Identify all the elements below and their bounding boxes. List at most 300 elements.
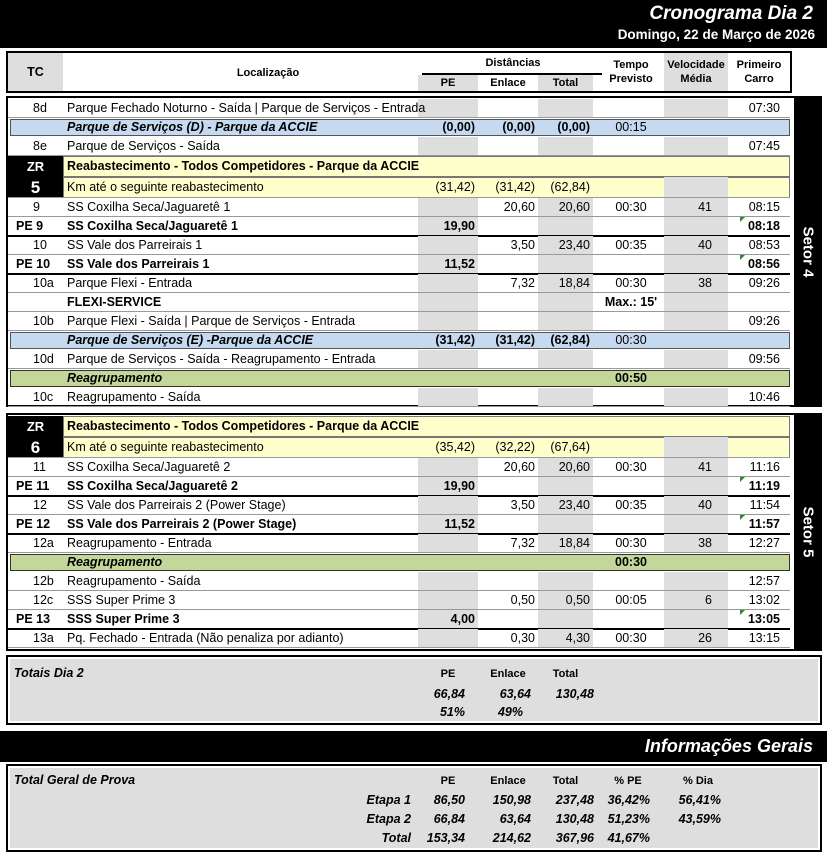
cell-localizacao: Reagrupamento [67, 371, 163, 385]
cell-primeiro-carro: 12:57 [748, 574, 780, 588]
cell-velocidade: 41 [698, 200, 712, 214]
cell-pe [418, 236, 475, 255]
cell-total [538, 610, 590, 629]
totals-total-header: Total [552, 668, 579, 680]
info-row-enlace: 63,64 [499, 812, 531, 826]
cell-total [538, 217, 590, 236]
cell-primeiro-carro: 08:18 [748, 219, 780, 233]
cell-total [538, 312, 590, 331]
cell-enlace [478, 477, 535, 496]
cell-total: (67,64) [550, 440, 590, 454]
cell-primeiro-carro [728, 331, 780, 350]
cell-tempo [598, 217, 664, 236]
cell-velocidade: 6 [705, 593, 712, 607]
table-row [8, 177, 794, 198]
cell-enlace: 0,30 [510, 631, 535, 645]
cell-velocidade [664, 572, 712, 591]
cell-total: (0,00) [557, 120, 590, 134]
totals-pe-percent: 51% [439, 705, 465, 719]
info-row-name: Etapa 1 [366, 793, 411, 807]
cell-tc: 11 [33, 460, 46, 474]
cell-pe [418, 591, 475, 610]
cell-total [538, 255, 590, 274]
cell-velocidade: 26 [698, 631, 712, 645]
cell-pe [418, 274, 475, 293]
cell-localizacao: SS Vale dos Parreirais 1 [67, 257, 210, 271]
cell-total: 0,50 [565, 593, 590, 607]
cell-enlace: 0,50 [510, 593, 535, 607]
cell-velocidade [664, 156, 712, 175]
table-row [8, 458, 794, 477]
cell-primeiro-carro [728, 437, 780, 456]
cell-tempo: 00:30 [615, 460, 647, 474]
cell-localizacao: Km até o seguinte reabastecimento [67, 180, 264, 194]
info-row-pe: 86,50 [433, 793, 465, 807]
info-row-total: 130,48 [555, 812, 594, 826]
cell-tc: 9 [33, 200, 40, 214]
totals-enlace-percent: 49% [497, 705, 523, 719]
cell-velocidade: 38 [698, 536, 712, 550]
sector-5-table [6, 413, 822, 651]
cell-enlace: (31,42) [495, 180, 535, 194]
sector-4-table [6, 96, 822, 407]
cell-tempo [598, 177, 664, 196]
cell-total [538, 477, 590, 496]
cell-localizacao: SS Vale dos Parreirais 1 [67, 238, 203, 252]
totals-pe: 66,84 [433, 687, 465, 701]
cell-enlace: 7,32 [510, 536, 535, 550]
cell-enlace [478, 610, 535, 629]
table-row [8, 610, 794, 629]
cell-primeiro-carro: 08:53 [748, 238, 780, 252]
info-label: Total Geral de Prova [14, 773, 136, 787]
cell-tc: 12b [33, 574, 54, 588]
cell-localizacao: Parque de Serviços - Saída [67, 139, 220, 153]
cell-enlace [478, 99, 535, 118]
refuel-number: 6 [8, 437, 63, 458]
info-row-enlace: 214,62 [492, 831, 531, 845]
cell-total [538, 553, 590, 572]
totals-day-2 [6, 655, 822, 725]
cell-total [538, 369, 590, 388]
cell-enlace [478, 572, 535, 591]
cell-localizacao: SS Coxilha Seca/Jaguaretê 1 [67, 200, 231, 214]
cell-enlace: (32,22) [495, 440, 535, 454]
info-row-pctpe: 36,42% [607, 793, 650, 807]
cell-localizacao: Parque de Serviços (E) -Parque da ACCIE [67, 333, 314, 347]
flag-marker-icon [740, 610, 745, 615]
cell-pe [418, 99, 475, 118]
cell-tempo [598, 437, 664, 456]
table-row [8, 312, 794, 331]
cell-pe: 4,00 [450, 612, 475, 626]
cell-tempo: 00:30 [615, 555, 647, 569]
cell-localizacao: SS Vale dos Parreirais 2 (Power Stage) [67, 498, 286, 512]
cell-localizacao: Km até o seguinte reabastecimento [67, 440, 264, 454]
info-pctdia-header: % Dia [683, 775, 713, 787]
cell-total [538, 293, 590, 312]
cell-localizacao: Parque Flexi - Entrada [67, 276, 193, 290]
cell-enlace: 20,60 [503, 200, 535, 214]
cell-tc: 10a [33, 276, 54, 290]
refuel-tc: ZR [8, 416, 63, 437]
col-carro-2: Carro [744, 73, 774, 85]
cell-velocidade [664, 610, 712, 629]
cell-primeiro-carro: 09:56 [748, 352, 780, 366]
table-row [8, 496, 794, 515]
table-row [8, 99, 794, 118]
cell-tempo: 00:15 [615, 120, 647, 134]
cell-pe [418, 553, 475, 572]
cell-primeiro-carro: 11:54 [749, 498, 780, 512]
cell-localizacao: Reabastecimento - Todos Competidores - Parque da ACCIE [67, 419, 420, 433]
cell-primeiro-carro: 08:56 [748, 257, 780, 271]
cell-velocidade [664, 553, 712, 572]
table-row [8, 437, 794, 458]
cell-enlace: 3,50 [510, 498, 535, 512]
cell-tempo: 00:30 [615, 276, 647, 290]
refuel-number: 5 [8, 177, 63, 198]
info-pe-header: PE [440, 775, 456, 787]
cell-velocidade [664, 350, 712, 369]
cell-velocidade: 38 [698, 276, 712, 290]
cell-velocidade [664, 437, 712, 456]
col-distancias: Distâncias [485, 57, 541, 69]
cell-tc: PE 11 [16, 479, 50, 493]
cell-velocidade [664, 293, 712, 312]
cell-enlace [478, 515, 535, 534]
flag-marker-icon [740, 217, 745, 222]
table-row [8, 369, 794, 388]
cell-enlace: (31,42) [495, 333, 535, 347]
totals-pe-header: PE [440, 668, 456, 680]
col-tempo-2: Previsto [609, 73, 653, 85]
cell-localizacao: Parque Fechado Noturno - Saída | Parque de Serviços - Entrada [67, 101, 426, 115]
totals-enlace-header: Enlace [490, 668, 526, 680]
cell-tc: 8d [33, 101, 47, 115]
column-header [6, 51, 792, 93]
cell-tempo [598, 416, 664, 435]
table-row [8, 515, 794, 534]
cell-tempo: 00:30 [615, 333, 647, 347]
cell-velocidade [664, 369, 712, 388]
cell-localizacao: Pq. Fechado - Entrada (Não penaliza por adianto) [67, 631, 344, 645]
cell-total [538, 156, 590, 175]
info-header [0, 731, 827, 762]
cell-tempo: 00:30 [615, 200, 647, 214]
info-row-name: Total [381, 831, 411, 845]
cell-total: 18,84 [558, 276, 590, 290]
cell-velocidade [664, 312, 712, 331]
cell-enlace: 3,50 [510, 238, 535, 252]
cell-enlace [478, 156, 535, 175]
info-row-pctdia [663, 829, 721, 848]
col-carro: Primeiro [736, 59, 782, 71]
cell-total: 20,60 [558, 200, 590, 214]
cell-primeiro-carro: 13:05 [748, 612, 780, 626]
info-row-pctpe: 51,23% [607, 812, 650, 826]
cell-pe [418, 350, 475, 369]
cell-primeiro-carro [728, 118, 780, 137]
info-row-pctdia: 56,41% [678, 793, 721, 807]
cell-localizacao: Parque Flexi - Saída | Parque de Serviços - Entrada [67, 314, 356, 328]
info-row-name: Etapa 2 [366, 812, 411, 826]
cell-enlace [478, 312, 535, 331]
cell-pe [418, 198, 475, 217]
refuel-tc: ZR [8, 156, 63, 177]
cell-velocidade [664, 477, 712, 496]
cell-tempo: 00:50 [615, 371, 647, 385]
page-subtitle: Domingo, 22 de Março de 2026 [617, 27, 815, 42]
cell-pe: (31,42) [435, 180, 475, 194]
cell-primeiro-carro [728, 156, 780, 175]
table-row [8, 236, 794, 255]
cell-localizacao: Reabastecimento - Todos Competidores - Parque da ACCIE [67, 159, 420, 173]
table-row [8, 274, 794, 293]
cell-tempo [598, 515, 664, 534]
info-total-header: Total [552, 775, 579, 787]
totals-total: 130,48 [555, 687, 594, 701]
cell-total: (62,84) [550, 333, 590, 347]
cell-enlace [478, 369, 535, 388]
cell-primeiro-carro [728, 177, 780, 196]
page-header [0, 0, 827, 48]
cell-tempo [598, 610, 664, 629]
cell-primeiro-carro: 13:02 [748, 593, 780, 607]
info-row [8, 791, 788, 810]
cell-velocidade: 41 [698, 460, 712, 474]
cell-total [538, 572, 590, 591]
info-enlace-header: Enlace [490, 775, 526, 787]
cell-velocidade [664, 217, 712, 236]
cell-localizacao: Reagrupamento - Entrada [67, 536, 212, 550]
cell-tempo [598, 99, 664, 118]
totals-label: Totais Dia 2 [14, 666, 84, 680]
flag-marker-icon [740, 255, 745, 260]
cell-enlace: 20,60 [503, 460, 535, 474]
table-row [8, 156, 794, 177]
info-row-pe: 153,34 [426, 831, 465, 845]
cell-pe [418, 388, 475, 407]
cell-primeiro-carro [728, 553, 780, 572]
cell-tempo [598, 477, 664, 496]
cell-primeiro-carro: 09:26 [748, 314, 780, 328]
table-row [8, 198, 794, 217]
col-total: Total [552, 77, 579, 89]
cell-primeiro-carro: 09:26 [748, 276, 780, 290]
cell-total: 23,40 [558, 238, 590, 252]
cell-velocidade: 40 [698, 238, 712, 252]
col-enlace: Enlace [490, 77, 526, 89]
sector-4-label: Setor 4 [794, 98, 822, 405]
cell-primeiro-carro: 07:45 [748, 139, 780, 153]
cell-pe [418, 156, 475, 175]
flag-marker-icon [740, 515, 745, 520]
cell-enlace: (0,00) [502, 120, 535, 134]
info-pctpe-header: % PE [614, 775, 642, 787]
table-row [8, 331, 794, 350]
cell-enlace [478, 255, 535, 274]
cell-total [538, 416, 590, 435]
cell-total [538, 515, 590, 534]
sector-5-label: Setor 5 [794, 415, 822, 649]
cell-pe [418, 572, 475, 591]
cell-tc: 13a [33, 631, 54, 645]
cell-pe [418, 416, 475, 435]
cell-enlace: 7,32 [510, 276, 535, 290]
table-row [8, 477, 794, 496]
cell-localizacao: SSS Super Prime 3 [67, 593, 176, 607]
cell-tc: 12c [33, 593, 54, 607]
cell-tempo [598, 156, 664, 175]
cell-velocidade [664, 515, 712, 534]
cell-total [538, 137, 590, 156]
cell-enlace [478, 217, 535, 236]
info-title: Informações Gerais [644, 736, 813, 756]
cell-primeiro-carro: 11:57 [748, 517, 780, 531]
cell-velocidade [664, 118, 712, 137]
cell-tempo: Max.: 15' [604, 295, 658, 309]
info-row [8, 810, 788, 829]
cell-primeiro-carro [728, 369, 780, 388]
cell-total: 18,84 [558, 536, 590, 550]
col-velocidade-2: Média [680, 73, 712, 85]
cell-localizacao: Reagrupamento - Saída [67, 390, 201, 404]
cell-pe: 11,52 [444, 257, 475, 271]
cell-tc: 10c [33, 390, 54, 404]
table-row [8, 137, 794, 156]
cell-velocidade [664, 416, 712, 435]
cell-pe: (31,42) [435, 333, 475, 347]
cell-tempo [598, 388, 664, 407]
info-row-pctpe: 41,67% [607, 831, 650, 845]
cell-localizacao: SS Coxilha Seca/Jaguaretê 1 [67, 219, 238, 233]
col-tempo: Tempo [613, 59, 649, 71]
cell-tempo: 00:35 [615, 498, 647, 512]
cell-pe [418, 534, 475, 553]
cell-tc: 12 [33, 498, 47, 512]
cell-tc: 10 [33, 238, 47, 252]
table-row [8, 553, 794, 572]
cell-pe: 11,52 [444, 517, 475, 531]
cell-tempo [598, 572, 664, 591]
cell-pe: (35,42) [435, 440, 475, 454]
cell-pe [418, 629, 475, 648]
cell-primeiro-carro: 11:19 [748, 479, 780, 493]
cell-pe [418, 458, 475, 477]
cell-localizacao: Parque de Serviços - Saída - Reagrupamento - Entrada [67, 352, 376, 366]
cell-tc: PE 9 [16, 219, 44, 233]
cell-pe [418, 312, 475, 331]
cell-localizacao: Reagrupamento [67, 555, 163, 569]
cell-velocidade [664, 137, 712, 156]
cell-tempo: 00:05 [615, 593, 647, 607]
table-row [8, 350, 794, 369]
table-row [8, 416, 794, 437]
totals-enlace: 63,64 [499, 687, 531, 701]
info-row-total: 237,48 [555, 793, 594, 807]
table-row [8, 388, 794, 407]
cell-primeiro-carro: 07:30 [748, 101, 780, 115]
table-row [8, 255, 794, 274]
cell-localizacao: FLEXI-SERVICE [67, 295, 162, 309]
cell-pe: (0,00) [442, 120, 475, 134]
flag-marker-icon [740, 477, 745, 482]
cell-primeiro-carro: 10:46 [748, 390, 780, 404]
col-velocidade: Velocidade [667, 59, 725, 71]
table-row [8, 591, 794, 610]
cell-pe: 19,90 [443, 219, 475, 233]
cell-tempo [598, 312, 664, 331]
cell-tempo [598, 255, 664, 274]
cell-tc: 8e [33, 139, 47, 153]
cell-enlace [478, 388, 535, 407]
cell-total: 4,30 [565, 631, 590, 645]
cell-primeiro-carro [728, 416, 780, 435]
cell-localizacao: Reagrupamento - Saída [67, 574, 201, 588]
cell-enlace [478, 350, 535, 369]
cell-tc: 10d [33, 352, 54, 366]
cell-localizacao: SS Coxilha Seca/Jaguaretê 2 [67, 460, 231, 474]
cell-total: 23,40 [558, 498, 590, 512]
col-tc: TC [27, 65, 44, 79]
table-row [8, 572, 794, 591]
cell-pe [418, 496, 475, 515]
table-row [8, 293, 794, 312]
cell-pe [418, 137, 475, 156]
cell-tempo [598, 137, 664, 156]
cell-tempo: 00:35 [615, 238, 647, 252]
info-row [8, 829, 788, 848]
cell-localizacao: Parque de Serviços (D) - Parque da ACCIE [67, 120, 318, 134]
cell-localizacao: SS Coxilha Seca/Jaguaretê 2 [67, 479, 238, 493]
cell-tempo: 00:30 [615, 631, 647, 645]
cell-primeiro-carro: 12:27 [748, 536, 780, 550]
cell-total [538, 350, 590, 369]
cell-enlace [478, 137, 535, 156]
table-row [8, 534, 794, 553]
cell-tc: PE 12 [16, 517, 51, 531]
cell-velocidade: 40 [698, 498, 712, 512]
info-table [6, 764, 822, 852]
cell-primeiro-carro: 08:15 [748, 200, 780, 214]
cell-pe [418, 293, 475, 312]
info-row-total: 367,96 [555, 831, 594, 845]
cell-primeiro-carro: 11:16 [749, 460, 780, 474]
cell-pe: 19,90 [443, 479, 475, 493]
cell-localizacao: SS Vale dos Parreirais 2 (Power Stage) [67, 517, 297, 531]
col-pe: PE [440, 77, 456, 89]
cell-tempo: 00:30 [615, 536, 647, 550]
cell-velocidade [664, 99, 712, 118]
table-row [8, 217, 794, 236]
cell-total [538, 99, 590, 118]
cell-velocidade [664, 331, 712, 350]
cell-localizacao: SSS Super Prime 3 [67, 612, 180, 626]
cell-primeiro-carro [728, 293, 780, 312]
cell-pe [418, 369, 475, 388]
cell-tc: 10b [33, 314, 54, 328]
cell-tempo [598, 350, 664, 369]
cell-total: 20,60 [558, 460, 590, 474]
page-title: Cronograma Dia 2 [649, 3, 813, 24]
info-row-pe: 66,84 [433, 812, 465, 826]
cell-enlace [478, 553, 535, 572]
cell-tc: PE 13 [16, 612, 51, 626]
cell-enlace [478, 416, 535, 435]
cell-enlace [478, 293, 535, 312]
cell-total: (62,84) [550, 180, 590, 194]
